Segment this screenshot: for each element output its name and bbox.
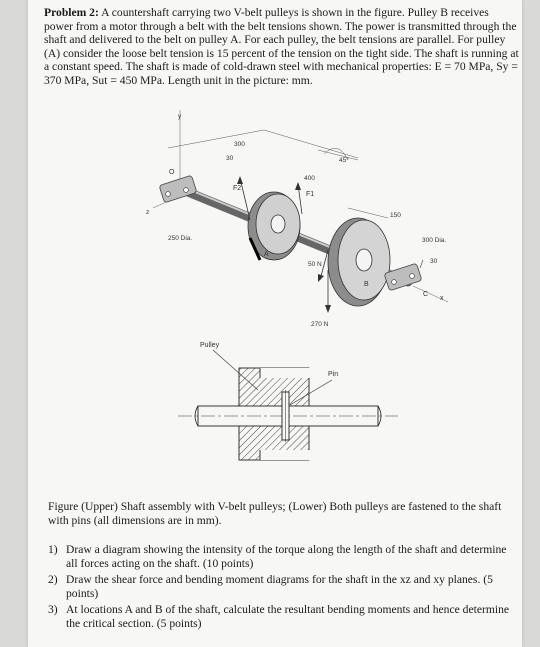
- list-item: [48, 573, 518, 601]
- dia-250: 250 Dia.: [168, 235, 193, 242]
- force-270n: 270 N: [311, 321, 329, 328]
- task-text: Draw a diagram showing the intensity of the torque along the length of the shaft and determine all forces acting on the shaft. (10 points): [66, 543, 507, 570]
- pulley-pin-section: [178, 342, 398, 460]
- task-number: 2): [48, 573, 58, 586]
- label-o: O: [169, 169, 175, 176]
- problem-statement: [44, 6, 520, 88]
- label-z: z: [146, 209, 150, 216]
- list-item: [48, 603, 518, 631]
- label-x: x: [440, 295, 444, 302]
- label-b: B: [364, 281, 369, 288]
- task-list: [48, 543, 518, 633]
- problem-title: Problem 2:: [44, 6, 99, 19]
- problem-text: A countershaft carrying two V-belt pulleys is shown in the figure. Pulley B receives power from a motor through a belt with the belt tensions shown. The power is transmitted through the shaft and delivered to the belt on pulley A. For each pulley, the belt tensions are parallel. For pulley (A) consider the loose belt tension is 15 percent of the tension on the tight side. The shaft is running at a constant speed. The shaft is made of cold-drawn steel with mechanical properties: E = 70 MPa, Sy = 370 MPa, Sut = 450 MPa. Length unit in the picture: mm.: [44, 6, 519, 87]
- dim-45-deg: 45°: [339, 157, 349, 164]
- dim-150: 150: [390, 212, 401, 219]
- dim-300: 300: [234, 141, 245, 148]
- label-y: y: [178, 113, 182, 120]
- figure-caption: Figure (Upper) Shaft assembly with V-belt pulleys; (Lower) Both pulleys are fastened to the shaft with pins (all dimensions are in mm).: [48, 500, 502, 527]
- label-pin: Pin: [328, 371, 339, 378]
- label-c: C: [423, 291, 429, 298]
- paper-page: [28, 0, 522, 647]
- label-f2: F2: [233, 185, 242, 192]
- label-f1: F1: [306, 191, 315, 198]
- list-item: [48, 543, 518, 571]
- label-pulley: Pulley: [200, 342, 220, 349]
- dim-30-right: 30: [430, 258, 438, 265]
- task-number: 3): [48, 603, 58, 616]
- task-text: Draw the shear force and bending moment diagrams for the shaft in the xz and xy planes. (5 points): [66, 573, 493, 600]
- shaft-figure: [28, 100, 522, 480]
- shaft-assembly: [146, 110, 448, 328]
- force-50n: 50 N: [308, 261, 322, 268]
- dim-400: 400: [304, 175, 315, 182]
- task-number: 1): [48, 543, 58, 556]
- dia-300: 300 Dia.: [422, 237, 447, 244]
- label-a: A: [264, 251, 269, 258]
- dim-30-left: 30: [226, 155, 234, 162]
- task-text: At locations A and B of the shaft, calculate the resultant bending moments and hence determine the critical section. (5 points): [66, 603, 510, 630]
